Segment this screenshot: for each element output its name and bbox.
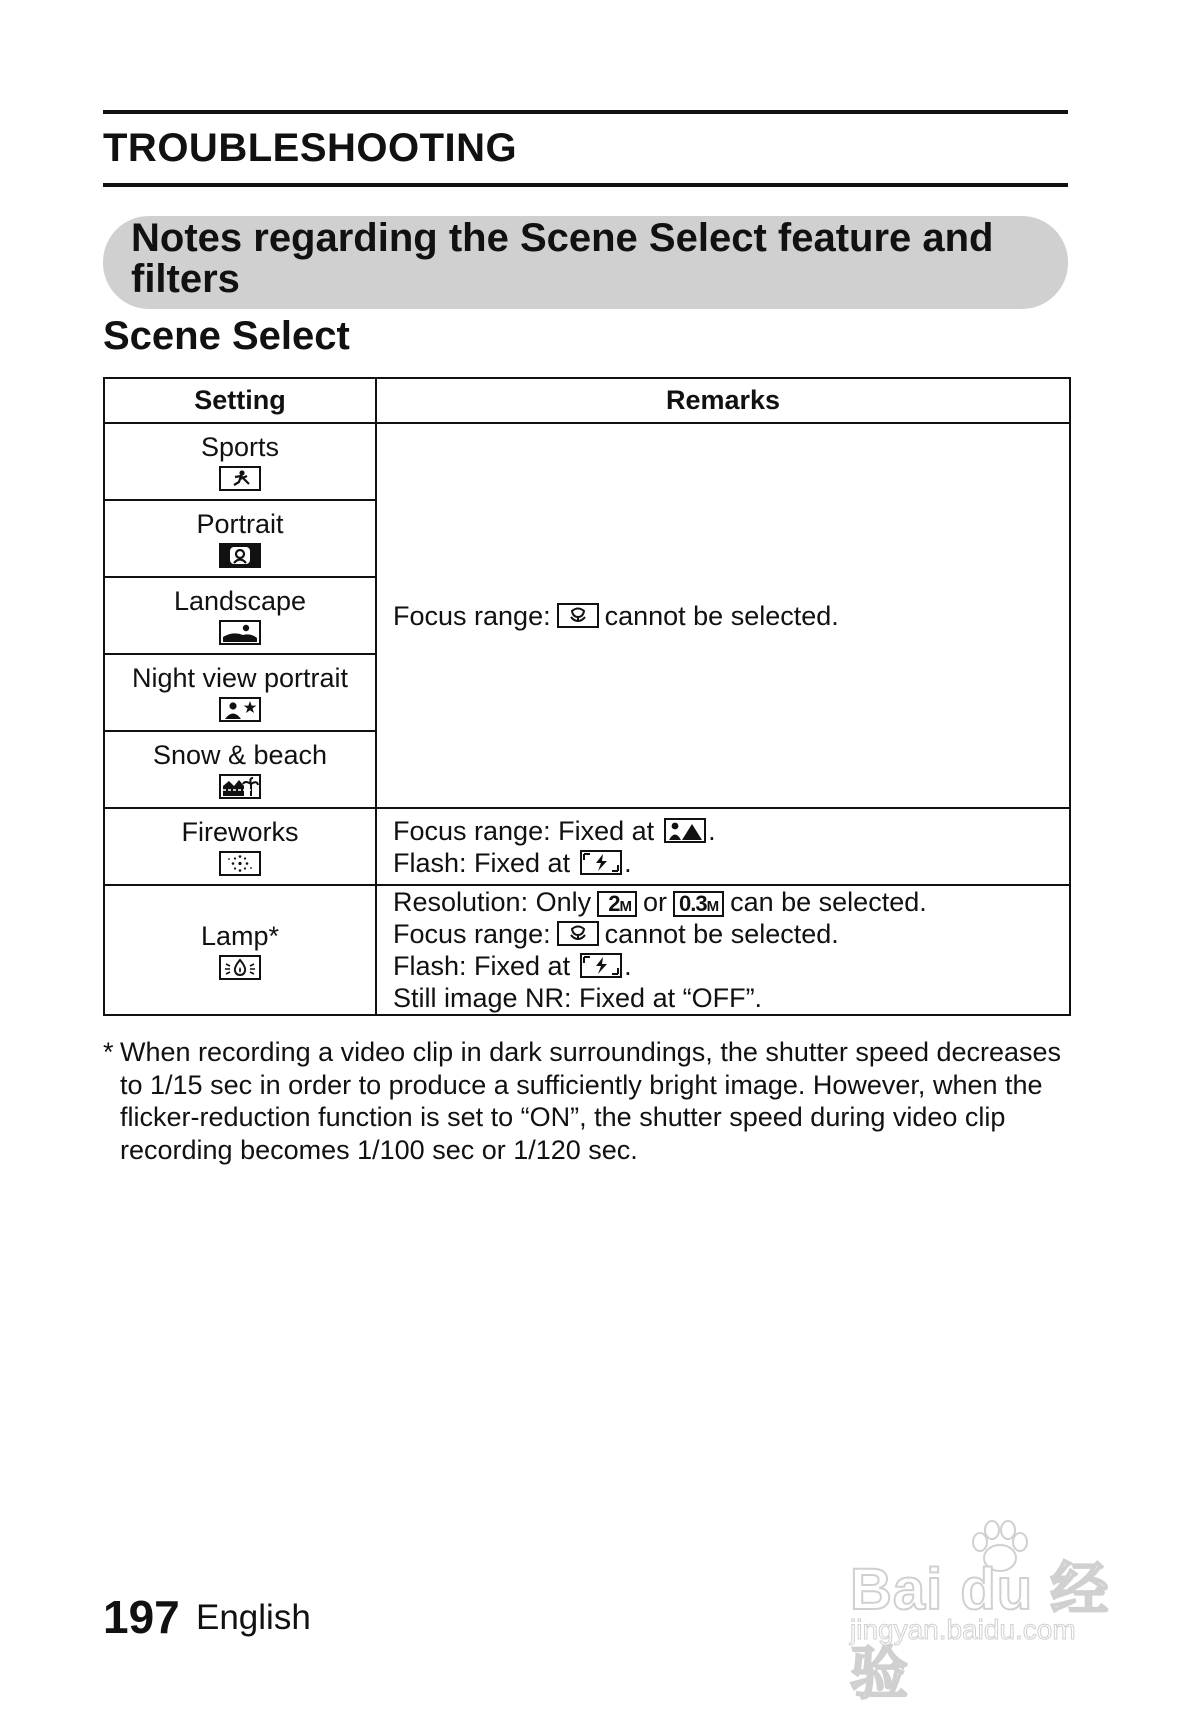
lamp-icon [219, 955, 261, 980]
remark-line [393, 918, 1069, 950]
night-portrait-icon [219, 697, 261, 722]
remark-text: or [642, 887, 667, 917]
page-number: 197 [103, 1591, 180, 1643]
column-header-remarks: Remarks [376, 378, 1070, 423]
setting-cell [104, 731, 376, 808]
res-a-unit: M [619, 898, 631, 915]
remark-text: can be selected. [730, 887, 927, 917]
remarks-cell [376, 423, 1070, 808]
portrait-icon [219, 543, 261, 568]
column-header-setting: Setting [104, 378, 376, 423]
watermark-url: jingyan.baidu.com [850, 1614, 1076, 1645]
res-b-value: 0.3 [679, 891, 707, 916]
topic-banner [103, 216, 1068, 309]
remark-line: Flash: Fixed at . [393, 951, 632, 981]
flash-off-icon [580, 953, 622, 978]
flash-off-icon [580, 850, 622, 875]
watermark-brand: Bai du 经验 [850, 1557, 1110, 1706]
page-language: English [196, 1598, 311, 1637]
remark-text: Focus range: Fixed at [393, 815, 655, 846]
remark-text: cannot be selected. [604, 600, 839, 631]
remark-line: Still image NR: Fixed at “OFF”. [393, 983, 763, 1013]
remark-line: Focus range: Fixed at . [393, 815, 716, 846]
remark-text: Flash: Fixed at [393, 847, 571, 878]
remark-text: Flash: Fixed at [393, 951, 571, 981]
banner-title: Notes regarding the Scene Select feature and filters [131, 216, 994, 301]
scene-select-table [103, 377, 1071, 1016]
snow-beach-icon [219, 774, 261, 799]
sub-title: Scene Select [103, 314, 350, 358]
fireworks-icon [219, 851, 261, 876]
res-a-value: 2 [608, 891, 620, 916]
setting-cell [104, 577, 376, 654]
remark-line: Flash: Fixed at . [393, 847, 632, 878]
setting-cell [104, 885, 376, 1015]
remark-text: cannot be selected. [604, 919, 839, 949]
setting-label: Lamp* [200, 920, 280, 951]
setting-cell [104, 654, 376, 731]
section-title: TROUBLESHOOTING [103, 126, 518, 170]
macro-icon [557, 603, 599, 628]
setting-cell [104, 500, 376, 577]
setting-label: Sports [200, 432, 280, 462]
macro-icon [557, 921, 599, 946]
remark-text: Focus range: [393, 600, 551, 631]
remark-text: Resolution: Only [393, 887, 592, 917]
infinity-landscape-icon [664, 818, 706, 843]
top-rule [103, 110, 1068, 114]
footnote [103, 1036, 1063, 1166]
landscape-icon [219, 620, 261, 645]
resolution-2m-icon [597, 891, 637, 917]
setting-label: Night view portrait [131, 663, 349, 693]
resolution-03m-icon [673, 891, 724, 917]
setting-label: Snow & beach [152, 740, 328, 770]
remark-text: Focus range: [393, 919, 551, 949]
footnote-text: When recording a video clip in dark surroundings, the shutter speed decreases to 1/15 sec in order to produce a sufficiently bright image. However, when the flicker-reduction function is set to “ON”, the shutter speed during video clip recording becomes 1/100 sec or 1/120 sec. [120, 1037, 1062, 1165]
watermark [850, 1520, 1140, 1706]
sports-icon [219, 466, 261, 491]
setting-label: Portrait [196, 509, 284, 539]
setting-cell [104, 808, 376, 885]
setting-cell [104, 423, 376, 500]
remarks-cell [376, 885, 1070, 1015]
setting-label: Fireworks [181, 817, 299, 847]
remarks-cell [376, 808, 1070, 885]
res-b-unit: M [706, 898, 719, 915]
footnote-marker: * [103, 1037, 114, 1067]
remark-line [393, 886, 1069, 918]
setting-label: Landscape [173, 586, 307, 616]
bottom-rule [103, 183, 1068, 187]
